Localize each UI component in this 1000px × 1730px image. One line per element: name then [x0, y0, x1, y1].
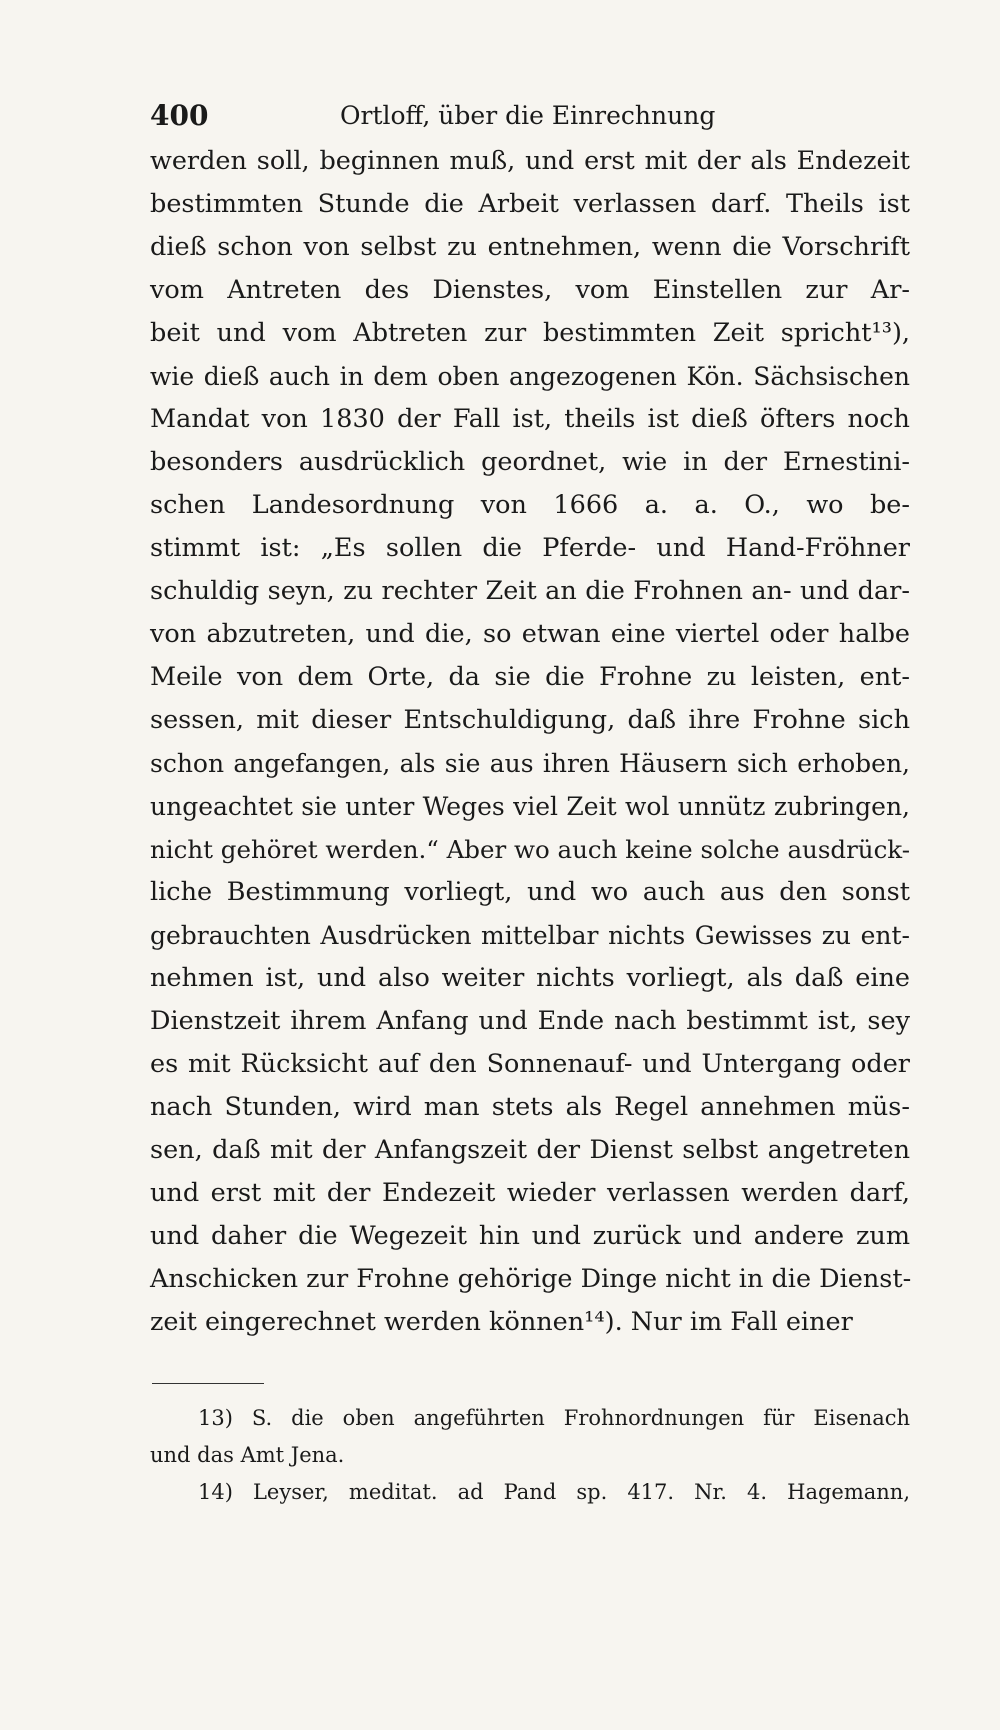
footnote-separator [152, 1383, 264, 1384]
text-line: liche Bestimmung vorliegt, und wo auch aus den sonst [150, 877, 910, 907]
page-header [150, 96, 880, 136]
text-line: stimmt ist: „Es sollen die Pferde- und Hand-Fröhner [150, 533, 910, 563]
text-line: Meile von dem Orte, da sie die Frohne zu leisten, ent- [150, 662, 910, 692]
text-line: sessen, mit dieser Entschuldigung, daß ihre Frohne sich [150, 705, 910, 735]
text-line: nicht gehöret werden.“ Aber wo auch keine solche ausdrück- [150, 835, 910, 864]
text-line: und erst mit der Endezeit wieder verlassen werden darf, [150, 1178, 910, 1208]
running-head: Ortloff, über die Einrechnung [340, 101, 716, 130]
footnote-13-line-2: und das Amt Jena. [150, 1443, 345, 1467]
text-line: nehmen ist, und also weiter nichts vorliegt, als daß eine [150, 963, 910, 993]
text-line: besonders ausdrücklich geordnet, wie in der Ernestini- [150, 447, 910, 477]
text-line: vom Antreten des Dienstes, vom Einstellen zur Ar- [150, 275, 910, 305]
text-line: schon angefangen, als sie aus ihren Häusern sich erhoben, [150, 749, 910, 778]
footnotes [150, 1400, 910, 1511]
text-line: sen, daß mit der Anfangszeit der Dienst selbst angetreten [150, 1135, 910, 1165]
text-line: schuldig seyn, zu rechter Zeit an die Frohnen an- und dar- [150, 576, 910, 606]
text-line: beit und vom Abtreten zur bestimmten Zeit spricht¹³), [150, 318, 910, 348]
text-line: dieß schon von selbst zu entnehmen, wenn die Vorschrift [150, 232, 910, 262]
text-line: es mit Rücksicht auf den Sonnenauf- und Untergang oder [150, 1049, 910, 1079]
text-line: wie dieß auch in dem oben angezogenen Kön. Sächsischen [150, 362, 910, 391]
text-line: ungeachtet sie unter Weges viel Zeit wol unnütz zubringen, [150, 792, 910, 821]
text-line: schen Landesordnung von 1666 a. a. O., wo be- [150, 490, 910, 520]
text-line: werden soll, beginnen muß, und erst mit der als Endezeit [150, 146, 910, 176]
text-line: Mandat von 1830 der Fall ist, theils ist dieß öfters noch [150, 404, 910, 434]
text-line: gebrauchten Ausdrücken mittelbar nichts Gewisses zu ent- [150, 921, 910, 950]
text-line: und daher die Wegezeit hin und zurück und andere zum [150, 1221, 910, 1251]
footnote-14-line-1: 14) Leyser, meditat. ad Pand sp. 417. Nr. 4. Hagemann, [198, 1480, 910, 1504]
body-text [150, 140, 910, 1344]
footnote-13-line-1: 13) S. die oben angeführten Frohnordnungen für Eisenach [198, 1406, 910, 1430]
text-line: Anschicken zur Frohne gehörige Dinge nicht in die Dienst- [150, 1264, 912, 1294]
text-line: nach Stunden, wird man stets als Regel annehmen müs- [150, 1092, 910, 1122]
text-line: von abzutreten, und die, so etwan eine viertel oder halbe [150, 619, 910, 649]
text-line: bestimmten Stunde die Arbeit verlassen darf. Theils ist [150, 189, 910, 219]
text-line: zeit eingerechnet werden können¹⁴). Nur im Fall einer [150, 1307, 853, 1337]
page-number: 400 [150, 99, 209, 132]
text-line: Dienstzeit ihrem Anfang und Ende nach bestimmt ist, sey [150, 1006, 910, 1036]
